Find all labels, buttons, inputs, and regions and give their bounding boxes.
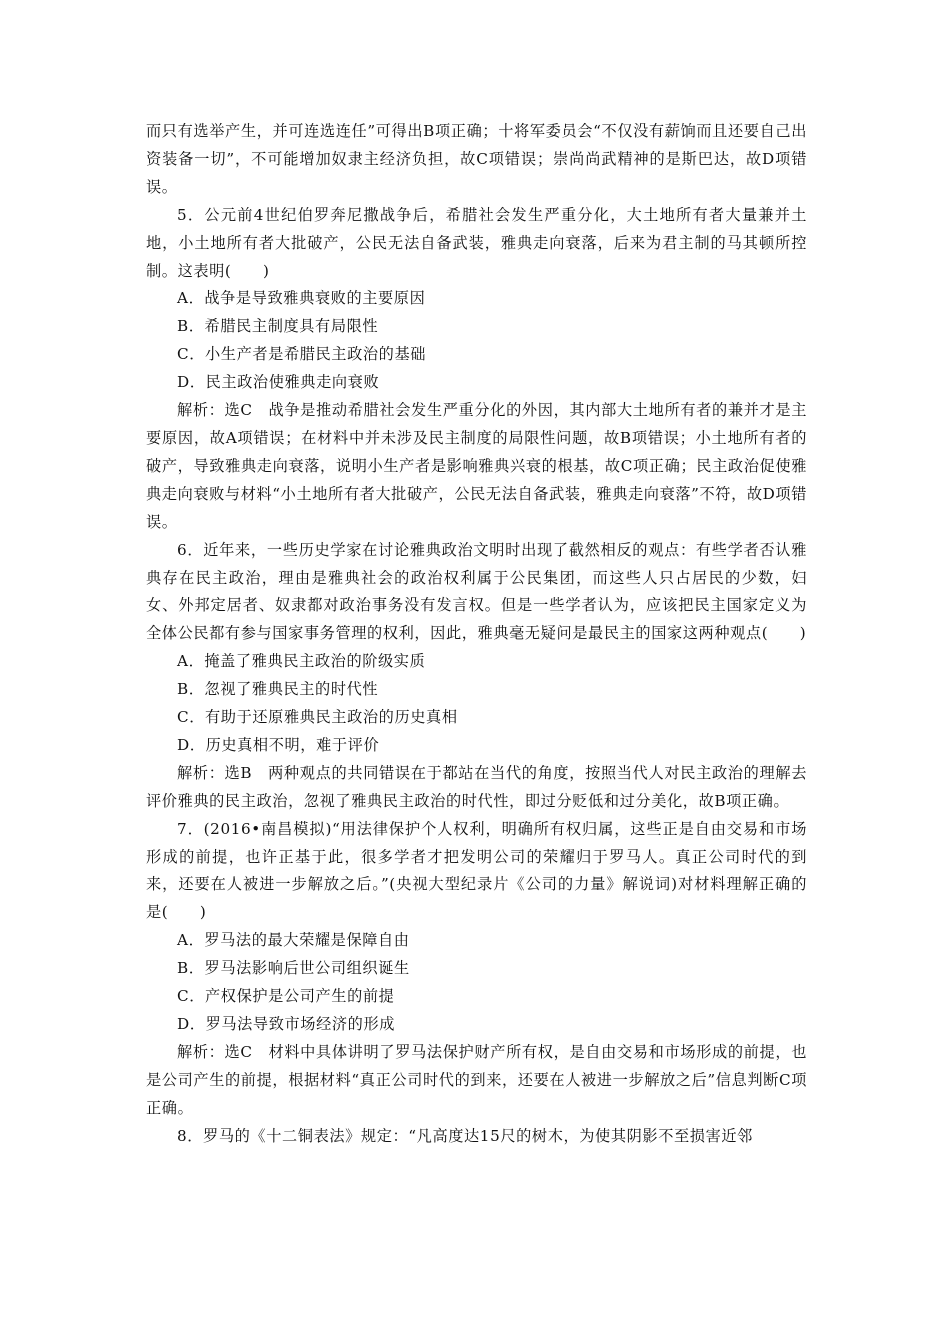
question-7-option-c: C．产权保护是公司产生的前提	[177, 987, 395, 1006]
question-5-option-c: C．小生产者是希腊民主政治的基础	[177, 345, 427, 364]
question-6-stem: 6．近年来，一些历史学家在讨论雅典政治文明时出现了截然相反的观点：有些学者否认雅典存在民主政治，理由是雅典社会的政治权利属于公民集团，而这些人只占居民的少数，妇女、外邦定居者、奴隶都对政治事务没有发言权。但是一些学者认为，应该把民主国家定义为全体公民都有参与国家事务管理的权利，因此，雅典毫无疑问是最民主的国家这两种观点( )	[146, 540, 807, 643]
question-6-option-d: D．历史真相不明，难于评价	[177, 735, 380, 754]
question-6-option-b: B．忽视了雅典民主的时代性	[177, 680, 379, 699]
question-5-option-d: D．民主政治使雅典走向衰败	[177, 373, 380, 392]
question-6-answer: 解析：选B 两种观点的共同错误在于都站在当代的角度，按照当代人对民主政治的理解去评价雅典的民主政治，忽视了雅典民主政治的时代性，即过分贬低和过分美化，故B项正确。	[146, 763, 807, 810]
question-6-option-a: A．掩盖了雅典民主政治的阶级实质	[177, 652, 426, 671]
answer-paragraph-4-continued: 而只有选举产生，并可连选连任”可得出B项正确；十将军委员会“不仅没有薪饷而且还要自己出资装备一切”，不可能增加奴隶主经济负担，故C项错误；崇尚尚武精神的是斯巴达，故D项错误。	[146, 122, 807, 196]
question-7-answer: 解析：选C 材料中具体讲明了罗马法保护财产所有权，是自由交易和市场形成的前提，也是公司产生的前提，根据材料“真正公司时代的到来，还要在人被进一步解放之后”信息判断C项正确。	[146, 1042, 807, 1117]
question-7-option-b: B．罗马法影响后世公司组织诞生	[177, 959, 410, 978]
question-7-option-d: D．罗马法导致市场经济的形成	[177, 1015, 396, 1033]
question-5-answer: 解析：选C 战争是推动希腊社会发生严重分化的外因，其内部大土地所有者的兼并才是主要原因，故A项错误；在材料中并未涉及民主制度的局限性问题，故B项错误；小土地所有者的破产，导致雅典走向衰落，说明小生产者是影响雅典兴衰的根基，故C项正确；民主政治促使雅典走向衰败与材料“小土地所有者大批破产，公民无法自备武装，雅典走向衰落”不符，故D项错误。	[146, 401, 808, 531]
question-5-option-b: B．希腊民主制度具有局限性	[177, 317, 379, 336]
question-7-stem: 7．(2016•南昌模拟)“用法律保护个人权利，明确所有权归属，这些正是自由交易和市场形成的前提，也许正基于此，很多学者才把发明公司的荣耀归于罗马人。真正公司时代的到来，还要在人被进一步解放之后。”(央视大型纪录片《公司的力量》解说词)对材料理解正确的是( )	[146, 819, 807, 922]
question-7-option-a: A．罗马法的最大荣耀是保障自由	[177, 931, 410, 950]
question-5-stem: 5．公元前4世纪伯罗奔尼撒战争后，希腊社会发生严重分化，大土地所有者大量兼并土地，小土地所有者大批破产，公民无法自备武装，雅典走向衰落，后来为君主制的马其顿所控制。这表明( )	[146, 205, 807, 280]
question-5-option-a: A．战争是导致雅典衰败的主要原因	[177, 289, 426, 308]
question-6-option-c: C．有助于还原雅典民主政治的历史真相	[177, 708, 458, 727]
question-8-stem: 8．罗马的《十二铜表法》规定：“凡高度达15尺的树木，为使其阴影不至损害近邻	[177, 1126, 753, 1145]
document-page	[146, 118, 807, 1151]
